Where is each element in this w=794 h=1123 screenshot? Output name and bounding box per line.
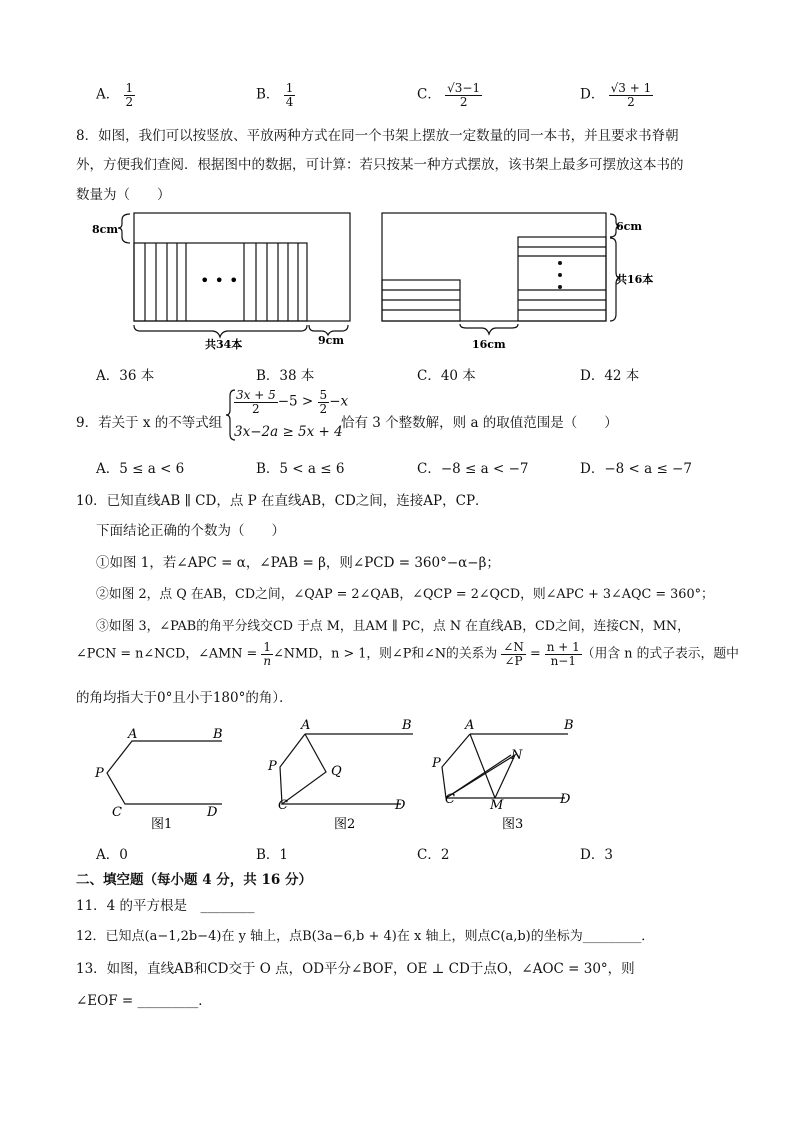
q11: 11．4 的平方根是 ________: [76, 898, 255, 914]
fig2-label-D: D: [395, 798, 406, 813]
q8-line-1: 8．如图，我们可以按竖放、平放两种方式在同一个书架上摆放一定数量的同一本书，并且要求书脊朝: [76, 128, 679, 144]
section-2-heading: 二、填空题（每小题 4 分，共 16 分）: [76, 872, 312, 888]
q9-option-d: D．−8 < a ≤ −7: [580, 461, 692, 477]
q8-right-shelf: [382, 213, 620, 334]
q10-statement-3: ③如图 3，∠PAB的角平分线交CD 于点 M，且AM ∥ PC，点 N 在直线AB，CD之间，连接CN，MN，: [96, 619, 690, 634]
q8-right-gap: 16cm: [472, 338, 506, 351]
fig1-label-C: C: [112, 805, 122, 820]
fig3-label-P: P: [432, 756, 441, 771]
q10-option-c: C．2: [417, 847, 450, 863]
q8-option-b: B．38 本: [256, 368, 315, 384]
q8-left-dots: • • •: [200, 271, 239, 290]
fig3-label-M: M: [490, 798, 504, 813]
q10-statement-2: ②如图 2，点 Q 在AB，CD之间，∠QAP = 2∠QAB，∠QCP = 2∠QCD，则∠APC + 3∠AQC = 360°；: [96, 587, 714, 602]
q7-option-a: A． $\frac{1}{2}$: [96, 81, 134, 109]
q8-left-count: 共34本: [205, 338, 243, 351]
fig3-label-B: B: [564, 718, 574, 733]
q9-suffix: 恰有 3 个整数解，则 a 的取值范围是（ ）: [341, 415, 618, 431]
fig3-label-N: N: [511, 748, 523, 763]
q12: 12．已知点(a−1,2b−4)在 y 轴上，点B(3a−6,b + 4)在 x 轴上，则点C(a,b)的坐标为_________．: [76, 929, 655, 944]
q8-left-height: 8cm: [92, 223, 118, 236]
fig3-caption: 图3: [502, 817, 524, 832]
q10-statement-1: ①如图 1，若∠APC = α，∠PAB = β，则∠PCD = 360°−α−β；: [96, 555, 500, 571]
q9-option-c: C．−8 ≤ a < −7: [417, 461, 529, 477]
fig2-label-B: B: [402, 718, 412, 733]
q7-option-c: C． $\frac{√3-1}{2}$: [417, 81, 481, 109]
fig3-label-C: C: [445, 792, 455, 807]
q8-option-c: C．40 本: [417, 368, 476, 384]
q9-inequality-1: $\frac{3x + 5}{2}$ −5 > $\frac{5}{2}$ −x: [236, 388, 349, 416]
q10-line-2: 下面结论正确的个数为（ ）: [96, 523, 285, 539]
q7-option-d: D． $\frac{√3 + 1}{2}$: [580, 81, 652, 109]
fig2-label-C: C: [278, 798, 288, 813]
fig1-label-D: D: [207, 805, 218, 820]
fig2-label-Q: Q: [331, 764, 342, 779]
fig1-label-P: P: [95, 766, 104, 781]
q8-right-count: 共16本: [616, 273, 654, 286]
q8-line-2: 外，方便我们查阅．根据图中的数据，可计算：若只按某一种方式摆放，该书架上最多可摆放这本书的: [76, 157, 684, 173]
q10-option-b: B．1: [256, 847, 289, 863]
q10-option-a: A．0: [96, 847, 128, 863]
q10-figures: [90, 712, 590, 837]
fig3-label-A: A: [465, 718, 475, 733]
q10-option-d: D．3: [580, 847, 613, 863]
q7-option-b: B． $\frac{1}{4}$: [256, 81, 294, 109]
fig2-label-P: P: [268, 759, 277, 774]
q10-statement-4: 的角均指大于0°且小于180°的角）．: [76, 690, 293, 706]
q13-line-1: 13．如图，直线AB和CD交于 O 点，OD平分∠BOF，OE ⊥ CD于点O，∠AOC = 30°，则: [76, 961, 635, 977]
q8-figure: [90, 210, 670, 355]
q8-line-3: 数量为（ ）: [76, 187, 171, 203]
q8-option-d: D．42 本: [580, 368, 640, 384]
q8-left-gap: 9cm: [318, 334, 344, 347]
q10-line-1: 10．已知直线AB ∥ CD，点 P 在直线AB，CD之间，连接AP，CP．: [76, 493, 489, 509]
q13-line-2: ∠EOF = _________．: [76, 993, 212, 1009]
q9-option-b: B．5 < a ≤ 6: [256, 461, 345, 477]
q8-right-top: 6cm: [616, 220, 642, 233]
fig1-lines: [107, 741, 222, 804]
q8-option-a: A．36 本: [96, 368, 155, 384]
fig2-caption: 图2: [334, 817, 356, 832]
fig1-label-A: A: [128, 727, 138, 742]
q10-statement-3-cont: ∠PCN = n∠NCD，∠AMN = $\frac{1}{n}$ ∠NMD，n > 1，则∠P和∠N的关系为 $\frac{\angle N}{\angle P}$ = $\frac{n + 1}{n-1}$ （用含 n 的式子表示，题中: [76, 640, 739, 668]
fig1-label-B: B: [213, 727, 223, 742]
q9-option-a: A．5 ≤ a < 6: [96, 461, 185, 477]
fig3-label-D: D: [560, 792, 571, 807]
q9-prefix: 9．若关于 x 的不等式组: [76, 415, 223, 431]
q9-inequality-2: 3x−2a ≥ 5x + 4: [234, 424, 343, 440]
fig2-label-A: A: [301, 718, 311, 733]
fig1-caption: 图1: [151, 817, 173, 832]
